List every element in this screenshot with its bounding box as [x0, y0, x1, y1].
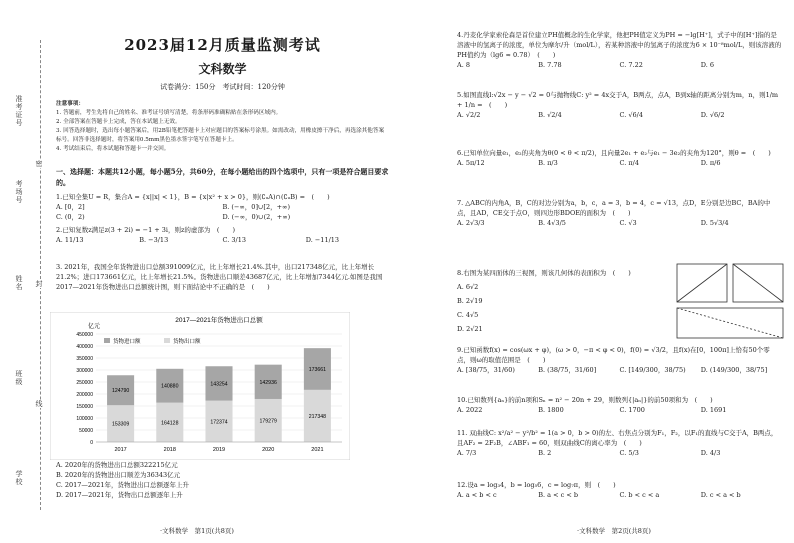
option-c: C. √3	[619, 219, 637, 227]
page-footer: ·文科数学 第2页(共8页)	[577, 527, 651, 535]
option-a: A. 2022	[457, 406, 483, 414]
chart-data-label-export: 179279	[259, 418, 277, 425]
question-8	[457, 268, 644, 334]
question-1	[56, 192, 389, 222]
chart-ylabel: 亿元	[88, 324, 101, 330]
question-7	[457, 198, 782, 228]
option-b: B. −3/13	[139, 236, 169, 244]
question-stem: 1.已知全集U = R，集合A = {x||x| < 1}，B = {x|x² + x > 0}，则(∁ᵤA)∩(∁ᵤB) = ( )	[56, 193, 330, 201]
question-stem: 6.已知单位向量e₁，e₂的夹角为θ(0 < θ < π/2)，且向量2e₁ + e₂与e₁ − 3e₂的夹角为120°，则θ = ( )	[457, 149, 771, 157]
option-c: C. (0，2)	[56, 213, 85, 221]
option-b: B. π/3	[538, 159, 558, 167]
option-b: B. 4√3/5	[538, 219, 566, 227]
exam-subject: 文科数学	[198, 62, 247, 76]
question-9	[457, 345, 782, 375]
legend-label-export: 货物出口额	[173, 339, 201, 345]
option-a: A. a < b < c	[457, 491, 497, 499]
option-a: A. 11/13	[56, 236, 84, 244]
trade-chart-svg	[50, 312, 350, 460]
option-a: A. 6√2	[457, 283, 479, 291]
binding-mark-close: 封	[35, 280, 43, 288]
section-heading: 一、选择题：本题共12小题，每小题5分，共60分，在每小题给出的四个选项中，只有一项是符合题目要求的。	[56, 167, 389, 187]
option-a: A. 7/3	[457, 449, 477, 457]
binding-label-class: 班级	[15, 370, 23, 386]
question-10	[457, 395, 782, 415]
option-c: C. 7.22	[619, 61, 643, 69]
option-a: A. 2√3/3	[457, 219, 485, 227]
note-item: 3. 回答选择题时，选出每小题答案后，用2B铅笔把答题卡上对应题目的答案标号涂黑。如需改动，用橡皮擦干净后，再选涂其他答案标号。回答非选择题时，将答案用0.5mm黑色墨水签字笔写在答题卡上。	[56, 128, 385, 143]
option-b: B. (38/75，31/60]	[538, 366, 597, 374]
binding-mark-seal: 密	[35, 160, 43, 168]
legend-label-import: 货物进口额	[113, 339, 141, 345]
option-c: C. √6/4	[619, 111, 643, 119]
chart-xtick-label: 2021	[311, 447, 324, 453]
question-stem: 2.已知复数z满足z(3 + 2i) = −1 + 3i，则z的虚部为 ( )	[56, 226, 236, 234]
legend-swatch-import	[104, 338, 110, 343]
binding-label-school: 学校	[15, 470, 23, 486]
option-b: B. 2	[538, 449, 552, 457]
option-d: D. 6	[700, 61, 714, 69]
option-a: A. [0，2]	[56, 203, 85, 211]
chart-ytick-label: 100000	[76, 416, 93, 422]
option-d: D. 4/3	[700, 449, 721, 457]
chart-data-label-import: 124790	[111, 388, 130, 395]
chart-data-label-export: 172374	[210, 419, 228, 426]
option-d: D. c < a < b	[700, 491, 741, 499]
question-stem: 3. 2021年，我国全年货物进出口总额391009亿元，比上年增长21.4%.其中，出口217348亿元，比上年增长21.2%；进口173661亿元，比上年增长21.5%。货物进出口顺差43687亿元，比上年增加7344亿元.如图是我国2017—2021年货物进出口总额统计图，则下面结论中不正确的是 ( )	[56, 263, 383, 291]
option-d: D. √6/2	[700, 111, 725, 119]
option-c: C. 2017—2021年，货物进出口总额逐年上升	[56, 481, 189, 489]
chart-xtick-label: 2017	[114, 447, 127, 453]
exam-meta: 试卷满分：150分 考试时间：120分钟	[160, 83, 285, 91]
chart-title: 2017—2021年货物进出口总额	[175, 317, 263, 324]
chart-ytick-label: 150000	[76, 404, 93, 410]
chart-data-label-import: 143254	[210, 381, 228, 388]
notes-block	[56, 100, 389, 154]
option-d: D. 2√21	[457, 325, 483, 333]
chart-ytick-label: 300000	[76, 368, 93, 374]
binding-line	[40, 40, 41, 510]
page-footer: ·文科数学 第1页(共8页)	[160, 527, 234, 535]
three-view-figure	[675, 262, 785, 342]
option-a: A. [38/75，31/60)	[457, 366, 515, 374]
note-item: 2. 全部答案在答题卡上完成，答在本试题上无效。	[56, 119, 181, 125]
option-c: C. b < c < a	[619, 491, 660, 499]
question-stem: 8.右图为某四面体的三视图，则该几何体的表面积为 ( )	[457, 269, 631, 277]
chart-ytick-label: 200000	[76, 392, 93, 398]
binding-label-room: 考场号	[15, 180, 23, 204]
option-a: A. √2/2	[457, 111, 481, 119]
question-stem: 5.如图直线l:√2x − y − √2 = 0与抛物线C: y² = 4x交于A，B两点，点A，B到x轴的距离分别为m，n，则1/m + 1/n = ( )	[457, 91, 779, 109]
chart-xtick-label: 2018	[163, 447, 176, 453]
chart-data-label-import: 173661	[308, 366, 327, 373]
chart-data-label-import: 140880	[161, 383, 179, 390]
option-b: B. 2√19	[457, 297, 483, 305]
note-item: 1. 答题前，考生先将自己的姓名、准考证号填写清楚，将条形码准确粘贴在条形码区域内。	[56, 110, 282, 116]
option-d: D. 2017—2021年，货物出口总额逐年上升	[56, 491, 183, 499]
question-5	[457, 90, 782, 120]
chart-data-label-import: 142936	[259, 379, 277, 386]
question-12	[457, 480, 782, 500]
trade-chart	[50, 312, 350, 460]
option-d: D. (−∞，0)∪(2，+∞)	[222, 213, 291, 221]
chart-data-label-export: 217348	[308, 413, 327, 420]
chart-data-label-export: 153309	[111, 421, 130, 428]
binding-strip	[0, 0, 43, 543]
option-d: D. π/6	[700, 159, 721, 167]
question-stem: 11. 双曲线C: x²/a² − y²/b² = 1(a > 0，b > 0)的左、右焦点分别为F₁，F₂，以F₁的直线与C交于A，B两点，且AF₂ = 2F₂B，∠ABF₁ = 60，则双曲线C的离心率为 ( )	[457, 429, 778, 447]
chart-ytick-label: 400000	[76, 344, 93, 350]
chart-ytick-label: 250000	[76, 380, 93, 386]
option-d: D. 5√3/4	[700, 219, 729, 227]
question-stem: 7. △ABC的内角A，B，C的对边分别为a，b，c，a = 3，b = 4，c = √13，点D，E分别是边BC，BA的中点，且AD，CE交于点O，则四边形BDOE的面积为 ( )	[457, 199, 771, 217]
right-page	[397, 0, 794, 543]
question-3	[56, 262, 389, 292]
question-stem: 10.已知数列{aₙ}的前n项和Sₙ = n² − 20n + 29，则数列{|aₙ|}的前50项和为 ( )	[457, 396, 713, 404]
legend-swatch-export	[164, 338, 170, 343]
notes-heading: 注意事项：	[56, 101, 84, 107]
chart-ytick-label: 0	[90, 440, 93, 446]
option-d: D. 1691	[700, 406, 727, 414]
binding-label-exam-no: 准考证号	[15, 95, 23, 127]
option-c: C. 3/13	[222, 236, 246, 244]
option-c: C. 1700	[619, 406, 645, 414]
question-11	[457, 428, 782, 458]
option-b: B. 1800	[538, 406, 564, 414]
option-c: C. [149/300，38/75)	[619, 366, 686, 374]
chart-xtick-label: 2020	[262, 447, 275, 453]
chart-ytick-label: 350000	[76, 356, 93, 362]
option-b: B. 7.78	[538, 61, 562, 69]
question-3-options	[56, 460, 389, 500]
chart-data-label-export: 164128	[161, 420, 179, 427]
option-d: D. (149/300，38/75]	[700, 366, 768, 374]
option-c: C. π/4	[619, 159, 639, 167]
chart-ytick-label: 450000	[76, 332, 93, 338]
question-stem: 12.设a = log₃4，b = log₅6，c = log₇π，则 ( )	[457, 481, 616, 489]
option-a: A. 2020年的货物进出口总额322215亿元	[56, 461, 178, 469]
option-d: D. −11/13	[305, 236, 340, 244]
chart-ytick-label: 50000	[79, 428, 93, 434]
question-stem: 9.已知函数f(x) = cos(ωx + φ)，(ω > 0，−π < φ < 0)，f(0) = √3/2，且f(x)在[0，100π]上恰有50个零点，则ω的取值范围是 ( )	[457, 346, 770, 364]
binding-label-name: 姓名	[15, 275, 23, 291]
option-a: A. 5π/12	[457, 159, 485, 167]
option-b: B. a < c < b	[538, 491, 578, 499]
question-stem: 4.丹麦化学家索伦森是首位建立PH值概念的生化学家，他把PH值定义为PH = −lg[H⁺]，式子中的[H⁺]指的是溶液中的氢离子的浓度，单位为摩尔/升（mol/L），若某种溶液中的氢离子的浓度为6 × 10⁻⁸mol/L，则该溶液的PH值约为（lg6 ≈ 0.78） ( )	[457, 31, 782, 59]
question-2	[56, 225, 389, 245]
option-b: B. (−∞，0]∪[2，+∞)	[222, 203, 290, 211]
option-c: C. 4√5	[457, 311, 479, 319]
option-a: A. 8	[457, 61, 470, 69]
option-b: B. 2020年的货物进出口顺差为36343亿元	[56, 471, 181, 479]
note-item: 4. 考试结束后，将本试题和答题卡一并交回。	[56, 146, 170, 152]
exam-title: 2023届12月质量监测考试	[124, 36, 321, 54]
option-b: B. √2/4	[538, 111, 562, 119]
chart-xtick-label: 2019	[212, 447, 226, 453]
question-6	[457, 148, 782, 168]
binding-mark-line: 线	[35, 400, 43, 408]
question-4	[457, 30, 782, 70]
option-c: C. 5/3	[619, 449, 639, 457]
